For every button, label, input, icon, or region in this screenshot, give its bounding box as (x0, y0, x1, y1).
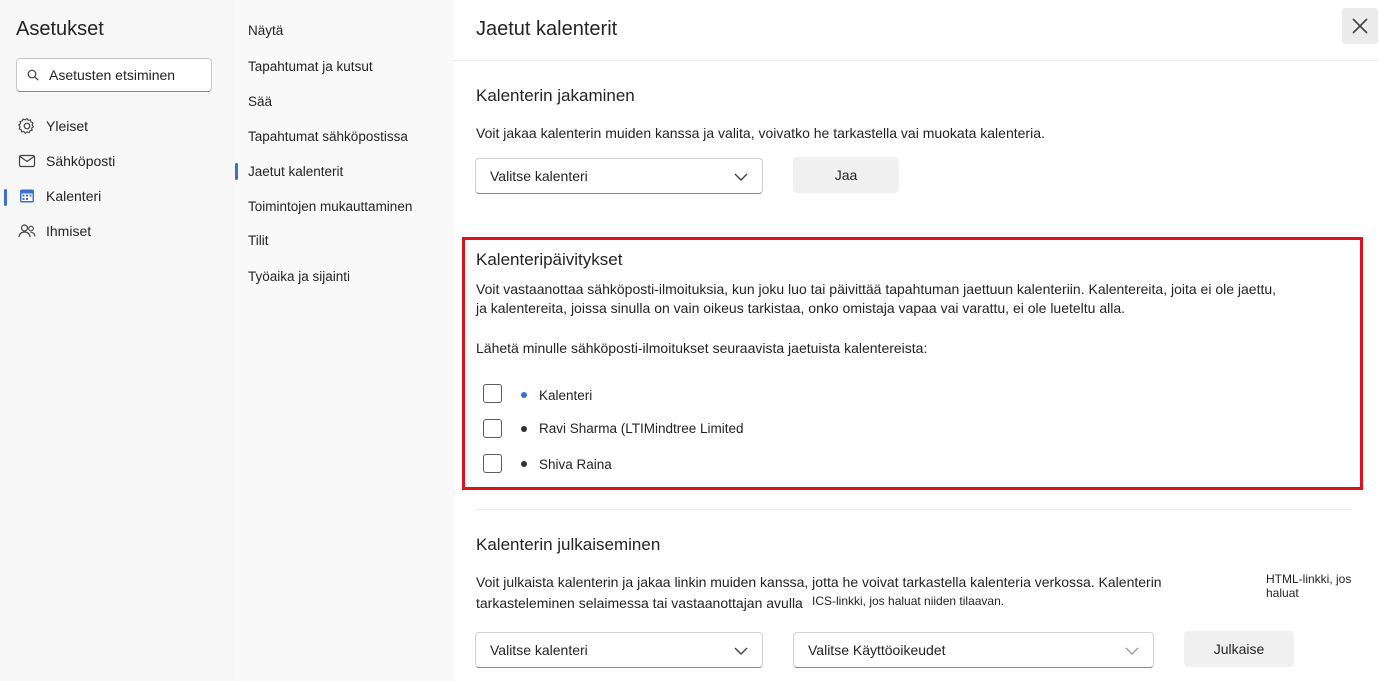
sidebar-item-label: Ihmiset (46, 223, 92, 239)
publish-ics-note: ICS-linkki, jos haluat niiden tilaavan. (812, 594, 1005, 608)
subnav-item-shared-calendars[interactable]: Jaetut kalenterit (248, 161, 343, 183)
publish-permissions-select[interactable] (793, 632, 1154, 668)
publish-calendar-select-value: Valitse kalenteri (490, 642, 588, 658)
share-calendar-select-value: Valitse kalenteri (490, 168, 588, 184)
updates-prompt: Lähetä minulle sähköposti-ilmoitukset seuraavista jaetuista kalentereista: (476, 340, 928, 356)
publish-section-title: Kalenterin julkaiseminen (476, 535, 661, 554)
subnav-item-events-email[interactable]: Tapahtumat sähköpostissa (248, 129, 408, 144)
settings-search-box[interactable] (16, 58, 212, 92)
settings-sidebar (0, 0, 235, 681)
sidebar-item-mail[interactable] (0, 146, 235, 176)
highlight-frame (462, 237, 1363, 490)
sidebar-item-people[interactable] (0, 216, 235, 246)
mail-icon (16, 150, 38, 172)
gear-icon (16, 115, 38, 137)
sidebar-item-label: Kalenteri (46, 188, 102, 204)
calendar-name: Shiva Raina (539, 457, 612, 472)
chevron-down-icon (734, 170, 748, 184)
subnav-item-weather[interactable]: Sää (248, 94, 273, 109)
subnav-item-accounts[interactable]: Tilit (248, 233, 269, 248)
publish-permissions-select-value: Valitse Käyttöoikeudet (808, 642, 946, 658)
calendar-name: Kalenteri (539, 388, 593, 403)
share-description: Voit jakaa kalenterin muiden kanssa ja valita, voivatko he tarkastella vai muokata kalenteria. (476, 125, 1045, 141)
subnav-item-work-hours[interactable]: Työaika ja sijainti (248, 269, 351, 284)
search-input[interactable] (49, 67, 199, 83)
subnav-item-events-invitations[interactable]: Tapahtumat ja kutsut (248, 59, 373, 74)
page-title: Jaetut kalenterit (476, 18, 618, 40)
publish-html-note: HTML-linkki, jos haluat (1266, 572, 1352, 600)
updates-description-line2: ja kalentereita, joissa sinulla on vain oikeus tarkistaa, onko omistaja vapaa vai varattu, ei ole lueteltu alla. (476, 300, 1126, 316)
subnav-item-customize-actions[interactable]: Toimintojen mukauttaminen (248, 199, 413, 214)
close-icon (1351, 17, 1369, 35)
sidebar-item-label: Yleiset (46, 118, 89, 134)
publish-description-line2: tarkasteleminen selaimessa tai vastaanottajan avulla (476, 595, 803, 611)
share-section-title: Kalenterin jakaminen (476, 86, 635, 105)
sidebar-item-label: Sähköposti (46, 153, 116, 169)
calendar-subnav (235, 0, 454, 681)
calendar-name: Ravi Sharma (LTIMindtree Limited (539, 421, 744, 436)
sidebar-item-calendar[interactable] (0, 181, 235, 211)
close-button[interactable] (1342, 8, 1378, 44)
subnav-item-view[interactable]: Näytä (248, 23, 284, 38)
search-icon (27, 69, 39, 81)
publish-description-line1: Voit julkaista kalenterin ja jakaa linkin muiden kanssa, jotta he voivat tarkastella kalenteria verkossa. Kalenterin (476, 574, 1162, 590)
updates-section-title: Kalenteripäivitykset (476, 250, 623, 269)
chevron-down-icon (1125, 644, 1139, 658)
updates-description-line1: Voit vastaanottaa sähköposti-ilmoituksia, kun joku luo tai päivittää tapahtuman jaettuun kalenteriin. Kalentereita, joita ei ole jaettu, (476, 281, 1277, 297)
publish-button[interactable]: Julkaise (1184, 631, 1294, 667)
calendar-icon (16, 185, 38, 207)
share-button[interactable]: Jaa (793, 157, 899, 193)
section-divider (476, 509, 1352, 510)
settings-title: Asetukset (16, 18, 104, 40)
sidebar-item-general[interactable] (0, 111, 235, 141)
chevron-down-icon (734, 644, 748, 658)
publish-calendar-select[interactable] (475, 632, 763, 668)
people-icon (16, 220, 38, 242)
share-calendar-select[interactable] (475, 158, 763, 194)
header-divider (454, 60, 1379, 61)
